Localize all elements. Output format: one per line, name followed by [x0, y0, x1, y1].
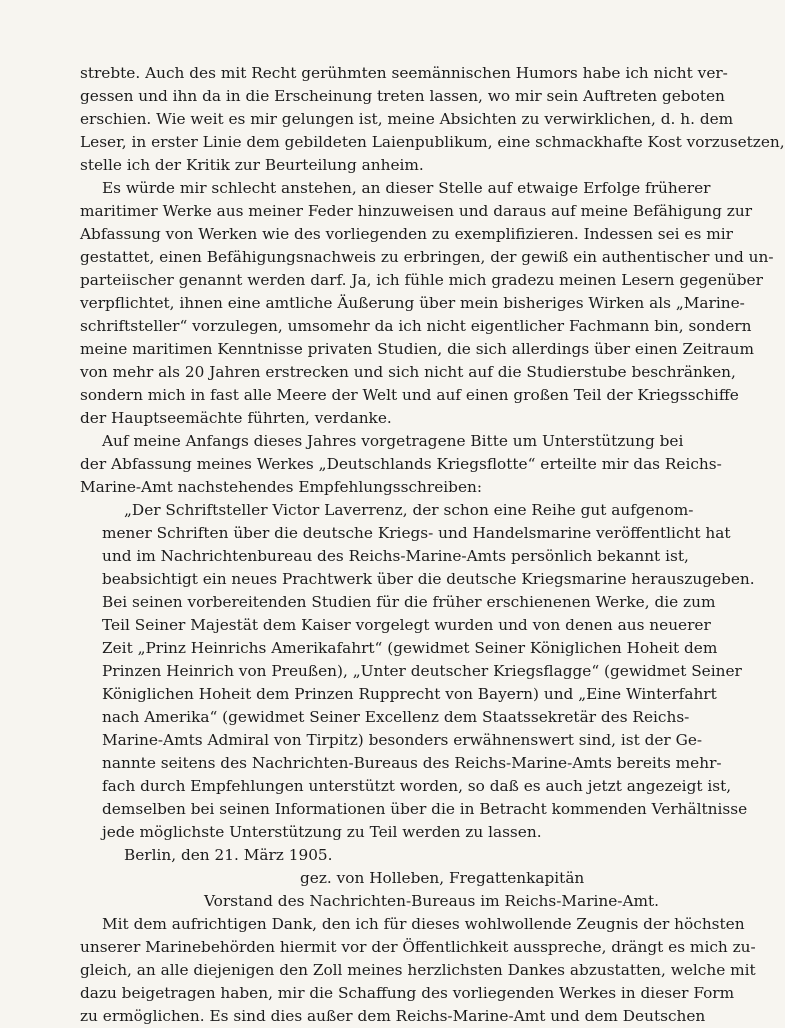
text-line: sondern mich in fast alle Meere der Welt und auf einen großen Teil der Kriegsschiffe [80, 386, 739, 404]
text-line: verpflichtet, ihnen eine amtliche Äußerung über mein bisheriges Wirken als „Marine- [80, 294, 745, 312]
text-line: maritimer Werke aus meiner Feder hinzuweisen und daraus auf meine Befähigung zur [80, 202, 753, 220]
text-line: der Abfassung meines Werkes „Deutschlands Kriegsflotte“ erteilte mir das Reichs- [80, 455, 722, 473]
text-line: demselben bei seinen Informationen über die in Betracht kommenden Verhältnisse [102, 800, 748, 818]
text-line: Auf meine Anfangs dieses Jahres vorgetragene Bitte um Unterstützung bei [102, 432, 684, 450]
text-line: erschien. Wie weit es mir gelungen ist, meine Absichten zu verwirklichen, d. h. dem [80, 110, 734, 128]
text-line: meine maritimen Kenntnisse privaten Studien, die sich allerdings über einen Zeitraum [80, 340, 754, 358]
text-line: Marine-Amts Admiral von Tirpitz) besonders erwähnenswert sind, ist der Ge- [102, 731, 703, 749]
document-body [80, 62, 785, 1028]
text-line: unserer Marinebehörden hiermit vor der Öffentlichkeit ausspreche, drängt es mich zu- [80, 938, 756, 956]
text-line: zu ermöglichen. Es sind dies außer dem Reichs-Marine-Amt und dem Deutschen [80, 1007, 706, 1025]
text-line: Es würde mir schlecht anstehen, an dieser Stelle auf etwaige Erfolge früherer [102, 179, 711, 197]
text-line: gleich, an alle diejenigen den Zoll meines herzlichsten Dankes abzustatten, welche mit [80, 961, 756, 979]
text-line: Marine-Amt nachstehendes Empfehlungsschreiben: [80, 478, 483, 496]
text-line: schriftsteller“ vorzulegen, umsomehr da ich nicht eigentlicher Fachmann bin, sondern [80, 317, 752, 335]
text-line: Zeit „Prinz Heinrichs Amerikafahrt“ (gewidmet Seiner Königlichen Hoheit dem [102, 639, 718, 657]
signature-title: Vorstand des Nachrichten-Bureaus im Reichs-Marine-Amt. [204, 892, 660, 910]
text-line: parteiischer genannt werden darf. Ja, ich fühle mich gradezu meinen Lesern gegenüber [80, 271, 763, 289]
letter-date: Berlin, den 21. März 1905. [124, 846, 333, 864]
text-line: Bei seinen vorbereitenden Studien für die früher erschienenen Werke, die zum [102, 593, 716, 611]
paragraph-1 [80, 62, 785, 177]
text-line: nach Amerika“ (gewidmet Seiner Excellenz dem Staatssekretär des Reichs- [102, 708, 690, 726]
text-line: Mit dem aufrichtigen Dank, den ich für dieses wohlwollende Zeugnis der höchsten [102, 915, 745, 933]
paragraph-closing [80, 913, 756, 1028]
text-line: Abfassung von Werken wie des vorliegenden zu exemplifizieren. Indessen sei es mir [80, 225, 733, 243]
paragraph-3 [80, 430, 722, 499]
text-line: nannte seitens des Nachrichten-Bureaus des Reichs-Marine-Amts bereits mehr- [102, 754, 722, 772]
text-line: stelle ich der Kritik zur Beurteilung anheim. [80, 156, 424, 174]
text-line: gestattet, einen Befähigungsnachweis zu erbringen, der gewiß ein authentischer und un- [80, 248, 774, 266]
recommendation-letter [80, 499, 755, 867]
signature-name: gez. von Holleben, Fregattenkapitän [300, 869, 585, 887]
text-line: von mehr als 20 Jahren erstrecken und sich nicht auf die Studierstube beschränken, [80, 363, 736, 381]
text-line: Prinzen Heinrich von Preußen), „Unter deutscher Kriegsflagge“ (gewidmet Seiner [102, 662, 742, 680]
text-line: Königlichen Hoheit dem Prinzen Rupprecht von Bayern) und „Eine Winterfahrt [102, 685, 717, 703]
text-line: „Der Schriftsteller Victor Laverrenz, der schon eine Reihe gut aufgenom- [124, 501, 694, 519]
text-line: beabsichtigt ein neues Prachtwerk über die deutsche Kriegsmarine herauszugeben. [102, 570, 755, 588]
text-line: dazu beigetragen haben, mir die Schaffung des vorliegenden Werkes in dieser Form [80, 984, 735, 1002]
paragraph-2 [80, 177, 774, 430]
text-line: strebte. Auch des mit Recht gerühmten seemännischen Humors habe ich nicht ver- [80, 64, 728, 82]
text-line: fach durch Empfehlungen unterstützt worden, so daß es auch jetzt angezeigt ist, [102, 777, 732, 795]
text-line: und im Nachrichtenbureau des Reichs-Marine-Amts persönlich bekannt ist, [102, 547, 689, 565]
text-line: Leser, in erster Linie dem gebildeten Laienpublikum, eine schmackhafte Kost vorzusetzen, [80, 133, 785, 151]
text-line: der Hauptseemächte führten, verdanke. [80, 409, 392, 427]
text-line: mener Schriften über die deutsche Kriegs- und Handelsmarine veröffentlicht hat [102, 524, 731, 542]
text-line: gessen und ihn da in die Erscheinung treten lassen, wo mir sein Auftreten geboten [80, 87, 725, 105]
text-line: Teil Seiner Majestät dem Kaiser vorgelegt wurden und von denen aus neuerer [102, 616, 711, 634]
text-line: jede möglichste Unterstützung zu Teil werden zu lassen. [102, 823, 542, 841]
